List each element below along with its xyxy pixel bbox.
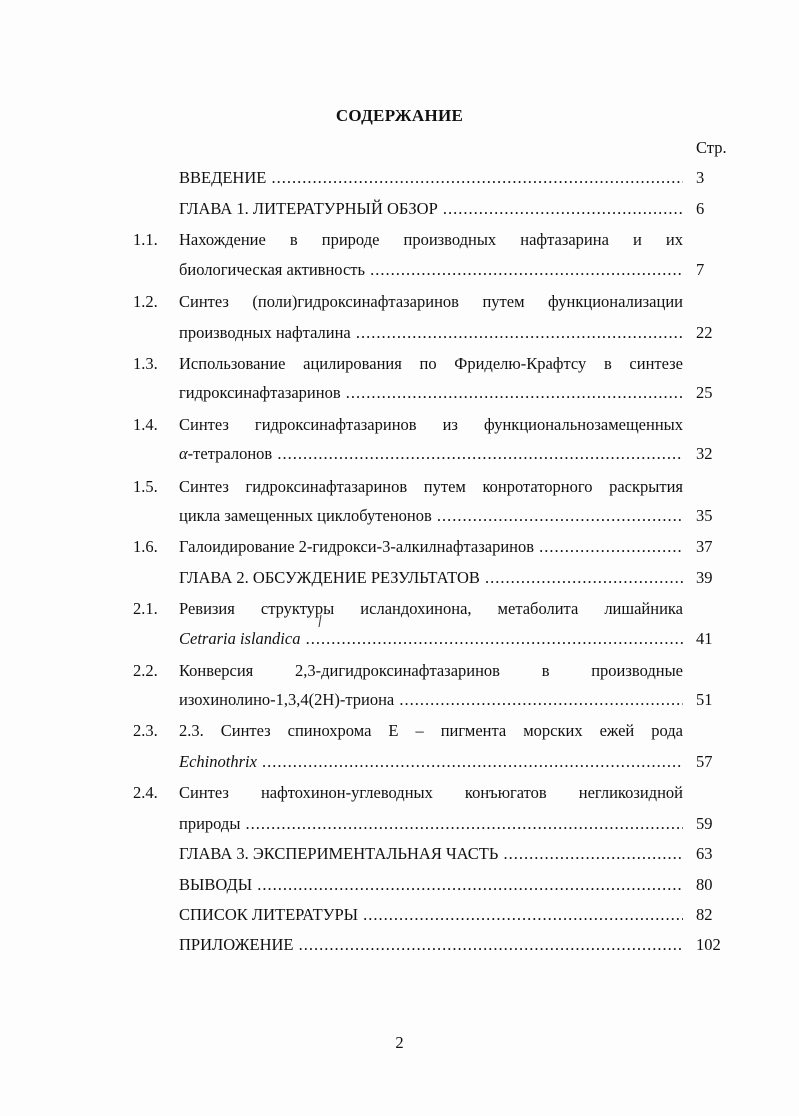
toc-entry-text-line2: изохинолино-1,3,4(2H)-триона ..... <box>179 688 683 712</box>
toc-page-number: 22 <box>696 323 713 342</box>
toc-entry-2-4 <box>0 781 799 805</box>
toc-entry-intro <box>0 166 799 190</box>
toc-entry-1-4 <box>0 413 799 437</box>
toc-entry-1-5 <box>0 475 799 499</box>
species-name: Cetraria islandica <box>179 629 301 648</box>
toc-page-number: 63 <box>696 844 713 863</box>
toc-entry-text-line1: Синтез гидроксинафтазаринов из функциональнозамещенных <box>179 415 683 434</box>
toc-page-number: 102 <box>696 935 721 954</box>
toc-entry-2-1-cont <box>0 627 799 651</box>
toc-entry-2-4-cont <box>0 812 799 836</box>
section-number: 2.3. <box>133 721 158 740</box>
toc-page-number: 3 <box>696 168 705 187</box>
toc-entry-text-line2: природы ..... <box>179 812 683 836</box>
toc-entry-text: ВВЕДЕНИЕ ..... <box>179 166 683 190</box>
toc-entry-appendix <box>0 933 799 957</box>
toc-page-number: 6 <box>696 199 705 218</box>
toc-entry-references <box>0 903 799 927</box>
toc-entry-2-3 <box>0 719 799 743</box>
toc-entry-text-line2 <box>179 750 683 774</box>
toc-entry-text-tail: -тетралонов <box>187 444 273 463</box>
toc-page-number: 7 <box>696 260 705 279</box>
toc-entry-1-6 <box>0 535 799 559</box>
toc-entry-text: ГЛАВА 2. ОБСУЖДЕНИЕ РЕЗУЛЬТАТОВ ..... <box>179 566 683 590</box>
genus-name: Echinothrix <box>179 752 257 771</box>
toc-page-number: 51 <box>696 690 713 709</box>
toc-entry-text: ГЛАВА 1. ЛИТЕРАТУРНЫЙ ОБЗОР ..... <box>179 197 683 221</box>
toc-entry-text-line1: Использование ацилирования по Фриделю-Крафтсу в синтезе <box>179 354 683 373</box>
toc-page-number: 59 <box>696 814 713 833</box>
toc-entry-2-1 <box>0 597 799 621</box>
alpha-symbol: α <box>179 444 188 463</box>
toc-entry-text-line1: 2.3. Синтез спинохрома Е – пигмента морских ежей рода <box>179 721 683 740</box>
toc-entry-text: СПИСОК ЛИТЕРАТУРЫ ..... <box>179 903 683 927</box>
toc-page-number: 25 <box>696 383 713 402</box>
toc-entry-text-line2: производных нафталина ..... <box>179 321 683 345</box>
toc-entry-text-line1: Конверсия 2,3-дигидроксинафтазаринов в производные <box>179 661 683 680</box>
section-number: 1.5. <box>133 477 158 496</box>
toc-page-number: 82 <box>696 905 713 924</box>
toc-entry-text-line1: Нахождение в природе производных нафтазарина и их <box>179 230 683 249</box>
toc-entry-text-line2: цикла замещенных циклобутенонов ..... <box>179 504 683 528</box>
toc-page-number: 32 <box>696 444 713 463</box>
toc-entry-2-2 <box>0 659 799 683</box>
toc-entry-1-4-cont <box>0 442 799 466</box>
toc-page-number: 37 <box>696 537 713 556</box>
section-number: 2.4. <box>133 783 158 802</box>
toc-entry-chapter-2 <box>0 566 799 590</box>
toc-entry-text-line1: Синтез (поли)гидроксинафтазаринов путем функционализации <box>179 292 683 311</box>
toc-entry-text: ВЫВОДЫ ..... <box>179 873 683 897</box>
toc-page-number: 41 <box>696 629 713 648</box>
pen-mark <box>316 614 324 628</box>
section-number: 1.6. <box>133 537 158 556</box>
toc-entry-1-1 <box>0 228 799 252</box>
toc-entry-1-1-cont <box>0 258 799 282</box>
section-number: 1.2. <box>133 292 158 311</box>
section-number: 1.1. <box>133 230 158 249</box>
toc-page-number: 80 <box>696 875 713 894</box>
section-number: 2.2. <box>133 661 158 680</box>
toc-entry-text-line2 <box>179 442 683 466</box>
toc-entry-text: ПРИЛОЖЕНИЕ ..... <box>179 933 683 957</box>
toc-entry-chapter-1 <box>0 197 799 221</box>
toc-page-number: 35 <box>696 506 713 525</box>
section-number: 1.3. <box>133 354 158 373</box>
toc-entry-text-line1: Синтез гидроксинафтазаринов путем конротаторного раскрытия <box>179 477 683 496</box>
section-number: 1.4. <box>133 415 158 434</box>
toc-entry-1-5-cont <box>0 504 799 528</box>
toc-entry-conclusions <box>0 873 799 897</box>
toc-entry-text: ГЛАВА 3. ЭКСПЕРИМЕНТАЛЬНАЯ ЧАСТЬ ..... <box>179 842 683 866</box>
toc-entry-1-3-cont <box>0 381 799 405</box>
toc-page-number: 39 <box>696 568 713 587</box>
section-number: 2.1. <box>133 599 158 618</box>
toc-entry-1-2 <box>0 290 799 314</box>
toc-title: СОДЕРЖАНИЕ <box>335 106 464 125</box>
toc-entry-text-line1: Синтез нафтохинон-углеводных конъюгатов негликозидной <box>179 783 683 802</box>
toc-page-number: 57 <box>696 752 713 771</box>
toc-entry-2-3-cont <box>0 750 799 774</box>
toc-entry-1-2-cont <box>0 321 799 345</box>
toc-entry-text-line2 <box>179 627 683 651</box>
toc-entry-2-2-cont <box>0 688 799 712</box>
toc-entry-text: Галоидирование 2-гидрокси-3-алкилнафтазаринов ..... <box>179 535 683 559</box>
toc-entry-1-3 <box>0 352 799 376</box>
toc-entry-text-line1: Ревизия структуры исландохинона, метаболита лишайника <box>179 599 683 618</box>
toc-entry-chapter-3 <box>0 842 799 866</box>
page-column-label: Стр. <box>696 138 727 157</box>
toc-entry-text-line2: биологическая активность ..... <box>179 258 683 282</box>
footer-page-number: 2 <box>395 1033 404 1052</box>
toc-entry-text-line2: гидроксинафтазаринов ..... <box>179 381 683 405</box>
